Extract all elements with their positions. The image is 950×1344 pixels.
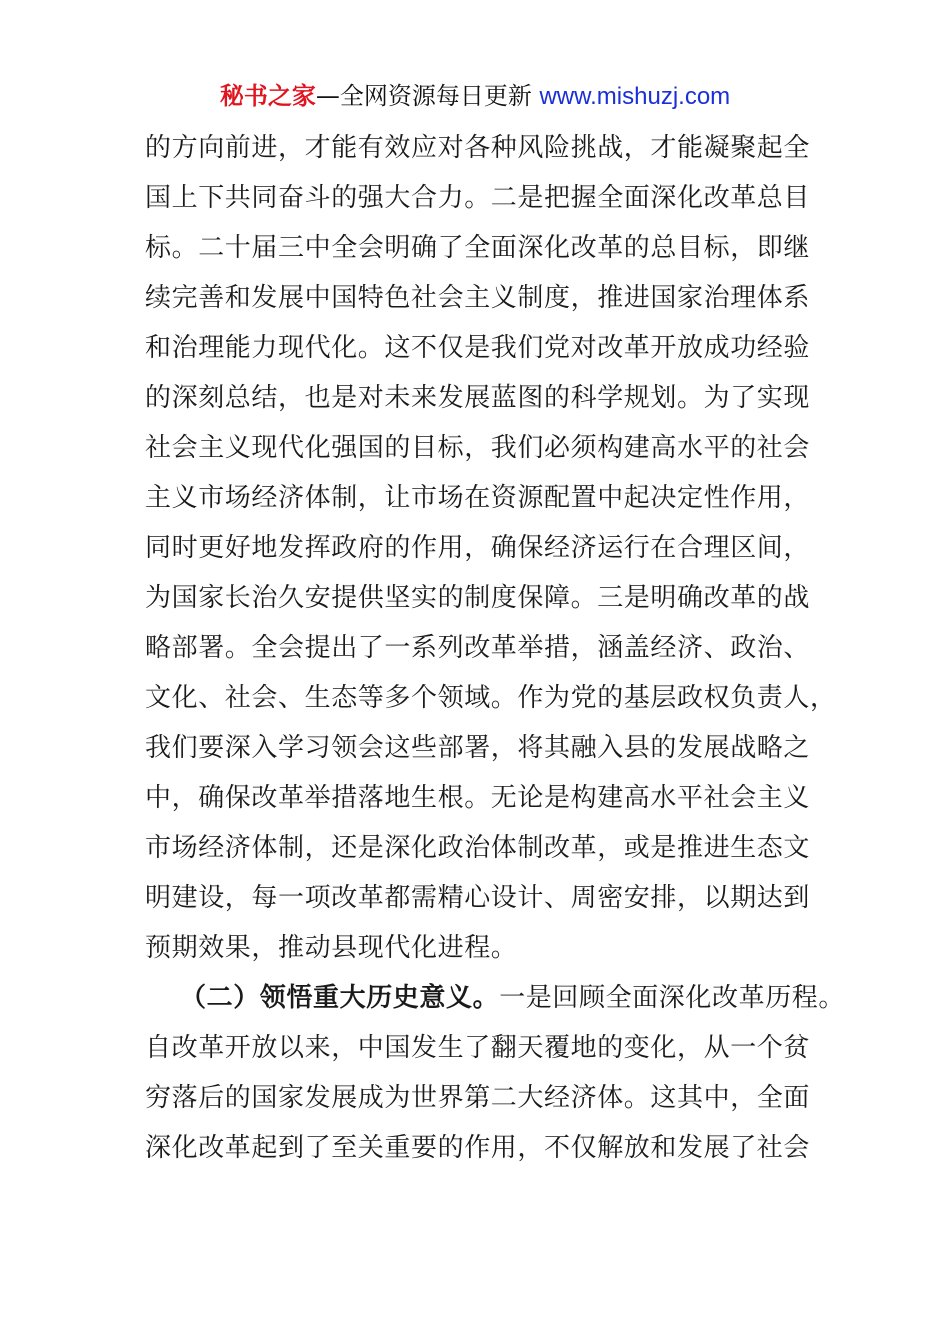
text-line: 主义市场经济体制，让市场在资源配置中起决定性作用，: [145, 483, 811, 513]
text-line: 略部署。全会提出了一系列改革举措，涵盖经济、政治、: [145, 633, 811, 663]
text-line: 文化、社会、生态等多个领域。作为党的基层政权负责人，: [145, 683, 837, 713]
text-line: 穷落后的国家发展成为世界第二大经济体。这其中，全面: [145, 1083, 811, 1113]
text-line: 的方向前进，才能有效应对各种风险挑战，才能凝聚起全: [145, 133, 811, 163]
text-line: 明建设，每一项改革都需精心设计、周密安排，以期达到: [145, 883, 811, 913]
text-line: 预期效果，推动县现代化进程。: [145, 933, 518, 963]
text-line: 同时更好地发挥政府的作用，确保经济运行在合理区间，: [145, 533, 811, 563]
site-url-link[interactable]: www.mishuzj.com: [539, 83, 731, 110]
section-heading: （二）领悟重大历史意义。: [180, 983, 500, 1013]
header-tagline: —全网资源每日更新: [315, 82, 540, 110]
text-line: 中，确保改革举措落地生根。无论是构建高水平社会主义: [145, 783, 811, 813]
text-line: 社会主义现代化强国的目标，我们必须构建高水平的社会: [145, 433, 811, 463]
section-first-line-text: 一是回顾全面深化改革历程。: [499, 983, 846, 1013]
text-line: 的深刻总结，也是对未来发展蓝图的科学规划。为了实现: [145, 383, 811, 413]
section-first-line: [180, 973, 846, 1023]
text-line: 续完善和发展中国特色社会主义制度，推进国家治理体系: [145, 283, 811, 313]
brand-name: 秘书之家: [219, 82, 316, 110]
text-line: 和治理能力现代化。这不仅是我们党对改革开放成功经验: [145, 333, 811, 363]
text-line: 市场经济体制，还是深化政治体制改革，或是推进生态文: [145, 833, 811, 863]
document-body: [145, 123, 846, 1173]
text-line: 自改革开放以来，中国发生了翻天覆地的变化，从一个贫: [145, 1033, 811, 1063]
text-line: 为国家长治久安提供坚实的制度保障。三是明确改革的战: [145, 583, 811, 613]
text-line: 我们要深入学习领会这些部署，将其融入县的发展战略之: [145, 733, 811, 763]
text-line: 国上下共同奋斗的强大合力。二是把握全面深化改革总目: [145, 183, 811, 213]
site-header: [0, 80, 950, 113]
text-line: 标。二十届三中全会明确了全面深化改革的总目标，即继: [145, 233, 811, 263]
text-line: 深化改革起到了至关重要的作用，不仅解放和发展了社会: [145, 1133, 811, 1163]
